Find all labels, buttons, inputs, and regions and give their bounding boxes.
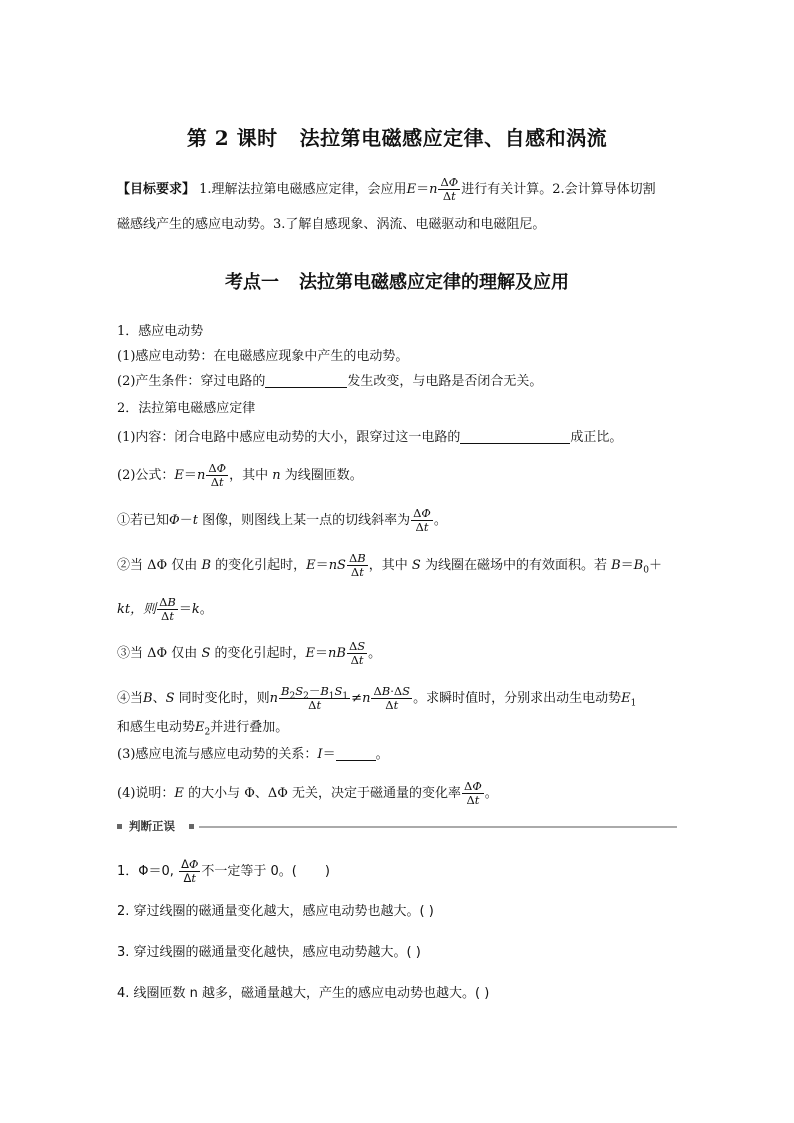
para-6: (4)说明：E 的大小与 Φ、ΔΦ 无关，决定于磁通量的变化率 $\frac{\Delta\Phi}{\Delta t}$ 。 (117, 779, 498, 807)
question-3: 3. 穿过线圈的磁通量变化越快，感应电动势越大。( ) (117, 945, 421, 960)
text: 的变化引起时， (214, 646, 306, 661)
text: ④当 (117, 691, 144, 706)
text: ①若已知 (117, 513, 170, 528)
section-heading (0, 268, 794, 294)
judge-label: 判断正误 (129, 819, 175, 833)
text: ，其中 (368, 558, 408, 573)
goals-line-2: 磁感线产生的感应电动势。3.了解自感现象、涡流、电磁驱动和电磁阻尼。 (117, 217, 546, 232)
heading-1: 1．感应电动势 (117, 324, 204, 339)
text: 为线圈在磁场中的有效面积。若 (424, 558, 607, 573)
judge-section-header (117, 818, 677, 836)
fill-blank (460, 429, 570, 444)
text: ) (324, 864, 330, 879)
formula-fraction: $\frac{\Delta\Phi}{\Delta t}$ (181, 857, 199, 885)
formula-fraction: $\frac{\Delta\Phi}{\Delta t}$ (413, 506, 431, 534)
formula-fraction: $\frac{\Delta B}{\Delta t}$ (159, 595, 176, 623)
text: 的大小与 Φ、ΔΦ 无关，决定于磁通量的变化率 (188, 786, 462, 801)
text: 并进行叠加。 (210, 720, 289, 735)
case-4: ④当B、S 同时变化时，则n $\frac{B_2S_2-B_1S_1}{\Delta t}$ ≠n $\frac{\Delta B\cdot\Delta S}{\Delta t}$ 。求瞬时值时，分别求出动生电动势$E_1$ (117, 684, 637, 712)
text: (1)内容：闭合电路中感应电动势的大小，跟穿过这一电路的 (117, 430, 461, 445)
text: 成正比。 (570, 430, 623, 445)
goals-text: 进行有关计算。2.会计算导体切割 (461, 182, 656, 197)
text: ②当 ΔΦ 仅由 (117, 558, 198, 573)
text: 同时变化时，则 (178, 691, 270, 706)
text: (2)公式： (117, 468, 175, 483)
square-bullet-icon (189, 824, 194, 829)
text: 为线圈匝数。 (284, 468, 363, 483)
question-1 (117, 858, 330, 885)
divider (199, 826, 677, 828)
case-2: ②当 ΔΦ 仅由 B 的变化引起时，E＝nS $\frac{\Delta B}{\Delta t}$ ，其中 S 为线圈在磁场中的有效面积。若 $B=B_0+$ (117, 551, 662, 579)
text: (4)说明： (117, 786, 175, 801)
square-bullet-icon (117, 824, 122, 829)
formula-fraction: $\frac{\Delta\Phi}{\Delta t}$ (208, 461, 227, 489)
text: 不一定等于 0。( (201, 864, 297, 879)
fill-blank (336, 746, 376, 761)
lesson-number: 第 2 课时 (186, 126, 278, 150)
text: ，其中 (229, 468, 269, 483)
text: (2)产生条件：穿过电路的 (117, 374, 266, 389)
case-2-cont: kt，则 $\frac{\Delta B}{\Delta t}$ ＝k。 (117, 595, 213, 623)
lesson-topic: 法拉第电磁感应定律、自感和涡流 (299, 126, 608, 150)
para-1: (1)感应电动势：在电磁感应现象中产生的电动势。 (117, 349, 409, 364)
text: (3)感应电流与感应电动势的关系： (117, 747, 318, 762)
question-2: 2. 穿过线圈的磁通量变化越大，感应电动势也越大。( ) (117, 904, 434, 919)
formula-fraction: $\frac{\Delta\Phi}{\Delta t}$ (464, 779, 482, 807)
formula-fraction: $\frac{\Delta B\cdot\Delta S}{\Delta t}$ (373, 684, 411, 712)
fill-blank (265, 373, 347, 388)
para-4: (2)公式：E＝n $\frac{\Delta\Phi}{\Delta t}$ ，其中 n 为线圈匝数。 (117, 461, 363, 489)
formula-fraction: $\frac{\Delta\Phi}{\Delta t}$ (440, 175, 459, 203)
goals-line-1: 【目标要求】 1.理解法拉第电磁感应定律，会应用E＝n $\frac{\Delta\Phi}{\Delta t}$ 进行有关计算。2.会计算导体切割 (117, 175, 656, 203)
case-4-cont: 和感生电动势$E_2$并进行叠加。 (117, 720, 289, 738)
case-3: ③当 ΔΦ 仅由 S 的变化引起时，E＝nB $\frac{\Delta S}{\Delta t}$ 。 (117, 639, 382, 667)
section-number: 考点一 (225, 272, 279, 293)
text: ③当 ΔΦ 仅由 (117, 646, 198, 661)
text: 。求瞬时值时，分别求出动生电动势 (413, 691, 622, 706)
text: 的变化引起时， (215, 558, 307, 573)
question-4: 4. 线圈匝数 n 越多，磁通量越大，产生的感应电动势也越大。( ) (117, 986, 490, 1001)
formula-fraction: $\frac{\Delta B}{\Delta t}$ (348, 551, 366, 579)
page-title (0, 122, 794, 151)
text: 和感生电动势 (117, 720, 196, 735)
text: kt，则 (117, 602, 157, 617)
heading-2: 2．法拉第电磁感应定律 (117, 401, 256, 416)
goals-tag: 【目标要求】 (117, 182, 196, 197)
para-2 (117, 372, 542, 392)
text: 1．Φ＝0, (117, 864, 174, 879)
goals-text: 1.理解法拉第电磁感应定律，会应用 (199, 182, 407, 197)
text: 图像，则图线上某一点的切线斜率为 (202, 513, 411, 528)
para-3 (117, 428, 622, 448)
case-1: ①若已知Φ－t 图像，则图线上某一点的切线斜率为 $\frac{\Delta\Phi}{\Delta t}$ 。 (117, 506, 447, 534)
formula-fraction: $\frac{B_2S_2-B_1S_1}{\Delta t}$ (281, 684, 349, 712)
text: 发生改变，与电路是否闭合无关。 (347, 374, 543, 389)
section-name: 法拉第电磁感应定律的理解及应用 (299, 272, 569, 293)
formula-fraction: $\frac{\Delta S}{\Delta t}$ (348, 639, 366, 667)
para-5: (3)感应电流与感应电动势的关系：I＝ 。 (117, 747, 389, 762)
